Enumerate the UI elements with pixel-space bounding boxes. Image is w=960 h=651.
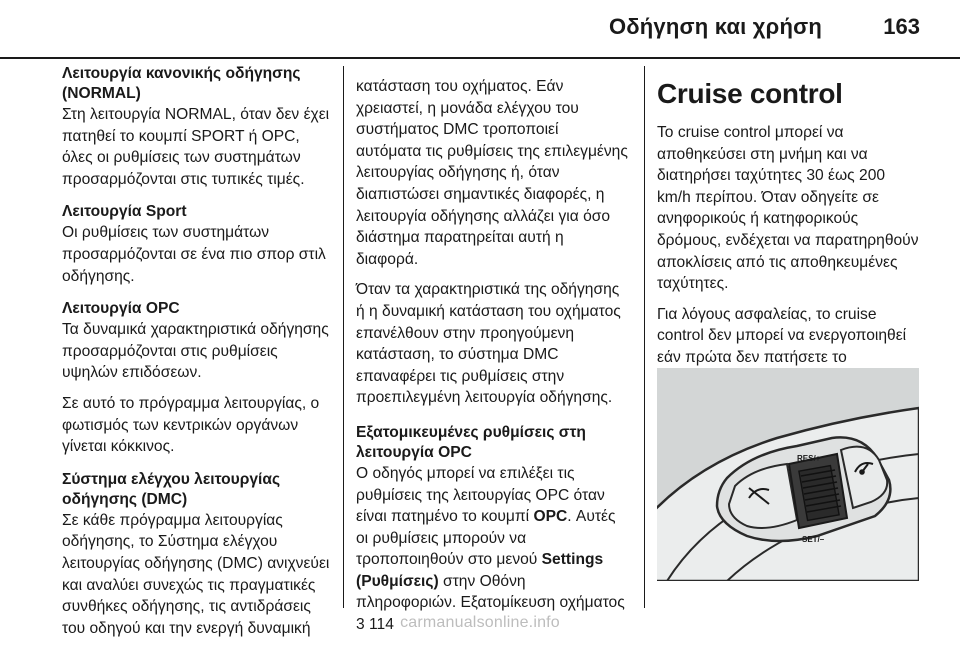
column-2 xyxy=(356,76,628,645)
opc-button-label: OPC xyxy=(533,508,568,526)
set-label: SET/– xyxy=(802,535,825,544)
section-heading: Λειτουργία κανονικής οδήγησης (NORMAL) xyxy=(62,65,301,102)
paragraph: Στη λειτουργία NORMAL, όταν δεν έχει πατηθεί το κουμπί SPORT ή OPC, όλες οι ρυθμίσεις των συστημάτων προσαρμόζονται στις τυπικές τιμές. xyxy=(62,106,330,188)
cruise-control-figure xyxy=(657,368,919,581)
header-divider xyxy=(0,57,960,59)
text-run: Ο οδηγός μπορεί να επιλέξει τις ρυθμίσεις της λειτουργίας OPC όταν είναι πατημένο το κουμπί xyxy=(356,464,605,526)
paragraph: Σε αυτό το πρόγραμμα λειτουργίας, ο φωτισμός των κεντρικών οργάνων γίνεται κόκκινος. xyxy=(62,394,320,456)
section-heading: Λειτουργία OPC xyxy=(62,300,180,318)
res-label: RES/+ xyxy=(797,454,821,463)
text-run: στην Οθόνη πληροφοριών. Εξατομίκευση οχήματος xyxy=(356,572,625,612)
page-number: 163 xyxy=(883,14,920,39)
section-title: Cruise control xyxy=(657,78,843,109)
paragraph: Το cruise control μπορεί να αποθηκεύσει στη μνήμη και να διατηρήσει ταχύτητες 30 έως 200 km/h περίπου. Όταν οδηγείτε σε ανηφορικούς ή κατηφορικούς δρόμους, ενδέχεται να παρατηρηθούν αποκλίσεις από τις αποθηκευμένες ταχύτητες. xyxy=(657,124,919,293)
page-header xyxy=(0,0,960,58)
column-1 xyxy=(62,64,334,651)
paragraph-opc-settings xyxy=(356,463,628,636)
section-heading: Λειτουργία Sport xyxy=(62,203,187,221)
section-heading: Σύστημα ελέγχου λειτουργίας οδήγησης (DMC) xyxy=(62,470,281,508)
steering-wheel-controls-illustration xyxy=(657,368,919,581)
column-divider-2 xyxy=(644,66,645,608)
settings-menu-label: Settings (Ρυθμίσεις) xyxy=(356,551,604,590)
paragraph: Οι ρυθμίσεις των συστημάτων προσαρμόζονται σε ένα πιο σπορ στιλ οδήγησης. xyxy=(62,224,326,285)
paragraph: κατάσταση του οχήματος. Εάν χρειαστεί, η μονάδα ελέγχου του συστήματος DMC τροποποιεί αυτόματα τις ρυθμίσεις της επιλεγμένης λειτουργίας οδήγησης ή, όταν διαπιστώσει σημαντικές διαφορές, η λειτουργία οδήγησης αλλάζει για όσο διάστημα παρατηρείται αυτή η διαφορά. xyxy=(356,78,628,268)
page-title: Οδήγηση και χρήση xyxy=(608,14,822,39)
section-sport-mode xyxy=(62,202,334,287)
page-reference[interactable]: 3 114 xyxy=(356,616,394,634)
section-opc-mode xyxy=(62,299,334,458)
watermark: carmanualsonline.info xyxy=(400,614,560,631)
section-normal-mode xyxy=(62,64,334,190)
column-divider-1 xyxy=(343,66,344,608)
paragraph: Όταν τα χαρακτηριστικά της οδήγησης ή η δυναμική κατάσταση του οχήματος επανέλθουν στην προηγούμενη κατάσταση, το σύστημα DMC επαναφέρει τις ρυθμίσεις στην προεπιλεγμένη λειτουργία οδήγησης. xyxy=(356,281,621,407)
paragraph: Τα δυναμικά χαρακτηριστικά οδήγησης προσαρμόζονται στις ρυθμίσεις υψηλών επιδόσεων. xyxy=(62,321,329,382)
paragraph: Για λόγους ασφαλείας, το cruise control δεν μπορεί να ενεργοποιηθεί εάν πρώτα δεν πατήσετε το xyxy=(657,305,907,366)
paragraph: Σε κάθε πρόγραμμα λειτουργίας οδήγησης, το Σύστημα ελέγχου λειτουργίας οδήγησης (DMC) ανιχνεύει και αναλύει συνεχώς τις πραγματικές συνθήκες οδήγησης, τις αντιδράσεις του οδηγού και την ενεργή δυναμική xyxy=(62,511,330,637)
section-heading: Εξατομικευμένες ρυθμίσεις στη λειτουργία OPC xyxy=(356,423,586,461)
text-run: . Αυτές οι ρυθμίσεις μπορούν να τροποποιηθούν στο μενού xyxy=(356,508,616,569)
